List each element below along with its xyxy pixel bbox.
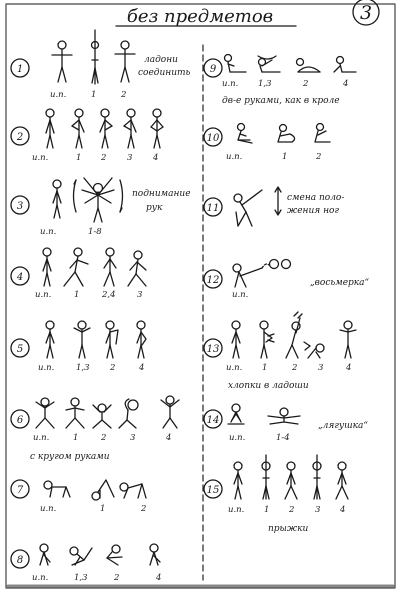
step-label: и.п. — [32, 153, 49, 163]
step-label: 2 — [101, 153, 107, 163]
exercise-caption: прыжки — [268, 524, 309, 534]
figure-2 — [286, 312, 302, 358]
exercise-caption: поднимание — [132, 189, 191, 199]
step-label: и.п. — [232, 290, 249, 300]
exercise-number: 5 — [16, 344, 24, 355]
figure-1 — [66, 398, 84, 428]
figure-4 — [340, 321, 356, 358]
exercise-number: 8 — [16, 555, 24, 566]
step-label: и.п. — [38, 363, 55, 373]
step-label: 1 — [74, 290, 80, 300]
exercise-number: 12 — [206, 275, 220, 286]
figure-1-3 — [258, 56, 280, 72]
step-label: 1 — [262, 363, 268, 373]
step-label: 3 — [137, 290, 143, 300]
exercise-6 — [11, 396, 179, 462]
figure-2 — [100, 109, 112, 148]
exercise-14 — [204, 404, 368, 443]
figure-3 — [128, 251, 146, 286]
exercise-caption: соединить — [138, 68, 191, 78]
figure-2 — [115, 41, 135, 82]
exercise-number: 1 — [16, 64, 24, 75]
exercise-caption: рук — [146, 203, 163, 213]
step-label: 3 — [127, 153, 133, 163]
figure-3 — [313, 455, 321, 499]
figure-leg-switch — [234, 190, 262, 226]
page-title: без предметов — [126, 6, 274, 27]
exercise-number: 14 — [206, 415, 220, 426]
up-down-arrow-icon — [275, 187, 281, 215]
exercise-number: 11 — [206, 203, 220, 214]
exercise-caption: дв-е руками, как в кроле — [222, 96, 340, 106]
exercise-15 — [204, 455, 348, 534]
step-label: 2 — [114, 573, 120, 583]
step-label: 1-8 — [88, 227, 102, 237]
step-label: и.п. — [40, 504, 57, 514]
step-label: 4 — [343, 79, 349, 89]
figure-3 — [304, 342, 324, 358]
step-label: 2 — [316, 152, 322, 162]
step-label: 4 — [346, 363, 352, 373]
figure-1 — [92, 480, 114, 500]
exercise-12 — [204, 260, 370, 301]
step-label: 4 — [153, 153, 159, 163]
exercise-9 — [204, 55, 356, 107]
figure-1 — [72, 109, 84, 148]
step-label: 3 — [318, 363, 324, 373]
step-label: 1 — [76, 153, 82, 163]
figure-2 — [315, 124, 330, 143]
exercise-number: 7 — [16, 485, 24, 496]
exercise-number: 3 — [16, 201, 24, 212]
figure-2 — [106, 321, 118, 358]
exercise-number: 4 — [16, 272, 24, 283]
step-label: 4 — [340, 505, 346, 515]
figure-4 — [151, 109, 163, 148]
step-label: 4 — [166, 433, 172, 443]
step-label: 3 — [130, 433, 136, 443]
step-label: 2 — [289, 505, 295, 515]
exercise-13 — [204, 312, 356, 391]
figure-ip — [46, 321, 54, 358]
step-label: 1 — [282, 152, 288, 162]
figure-3 — [119, 399, 138, 428]
exercise-3 — [11, 178, 191, 237]
figure-ip — [46, 109, 54, 148]
step-label: 2 — [101, 433, 107, 443]
step-label: и.п. — [226, 152, 243, 162]
step-label: 4 — [156, 573, 162, 583]
figure-1-3 — [74, 321, 90, 358]
step-label: 1 — [100, 504, 106, 514]
figure-2 — [285, 462, 297, 499]
figure-4 — [336, 462, 348, 499]
exercise-caption: хлопки в ладоши — [228, 381, 309, 391]
step-label: 2 — [121, 90, 127, 100]
step-label: и.п. — [226, 363, 243, 373]
exercise-11 — [204, 187, 344, 226]
figure-1 — [92, 30, 99, 84]
figure-eight-path — [262, 260, 291, 269]
figure-2 — [297, 59, 321, 73]
figure-ip — [53, 180, 61, 218]
figure-1 — [260, 321, 274, 358]
step-label: и.п. — [32, 573, 49, 583]
exercise-caption: с кругом руками — [30, 452, 110, 462]
exercise-2 — [11, 109, 163, 163]
step-label: и.п. — [40, 227, 57, 237]
figure-2 — [107, 545, 122, 565]
page-number: 3 — [359, 2, 373, 24]
figure-1-4 — [268, 408, 300, 424]
step-label: 2 — [141, 504, 147, 514]
figure-ip — [233, 264, 262, 287]
step-label: и.п. — [50, 90, 67, 100]
step-label: 1,3 — [258, 79, 272, 89]
exercise-number: 2 — [16, 132, 24, 143]
figure-ip — [52, 41, 72, 82]
step-label: и.п. — [222, 79, 239, 89]
step-label: и.п. — [229, 433, 246, 443]
exercise-number: 6 — [16, 415, 24, 426]
exercise-caption: ладони — [144, 55, 178, 65]
figure-ip — [36, 398, 54, 428]
exercise-1 — [11, 30, 191, 100]
exercise-4 — [11, 248, 146, 300]
figure-2 — [93, 404, 111, 428]
figure-ip — [225, 55, 247, 73]
exercise-caption: жения ног — [287, 206, 339, 216]
exercise-7 — [11, 480, 146, 514]
figure-4 — [161, 396, 179, 428]
step-label: 1,3 — [76, 363, 90, 373]
step-label: и.п. — [228, 505, 245, 515]
exercise-number: 15 — [206, 485, 220, 496]
figure-4 — [137, 321, 146, 358]
step-label: 1 — [91, 90, 97, 100]
exercise-caption: смена поло- — [287, 193, 345, 203]
figure-1-3 — [70, 547, 92, 565]
step-label: 4 — [139, 363, 145, 373]
figure-1-8 — [74, 178, 123, 222]
step-label: и.п. — [35, 290, 52, 300]
step-label: 1 — [73, 433, 79, 443]
step-label: 3 — [315, 505, 321, 515]
step-label: 2 — [292, 363, 298, 373]
step-label: и.п. — [33, 433, 50, 443]
exercise-number: 9 — [209, 64, 217, 75]
figure-ip — [234, 462, 242, 499]
figure-ip — [238, 124, 253, 144]
step-label: 1,3 — [74, 573, 88, 583]
step-label: 1 — [264, 505, 270, 515]
step-label: 2 — [110, 363, 116, 373]
step-label: 2 — [303, 79, 309, 89]
figure-4 — [334, 57, 356, 73]
step-label: 2,4 — [102, 290, 116, 300]
exercise-number: 10 — [206, 133, 220, 144]
figure-2 — [120, 483, 146, 498]
figure-3 — [124, 109, 136, 148]
exercise-8 — [11, 544, 161, 583]
exercise-number: 13 — [206, 344, 220, 355]
figure-1 — [64, 248, 88, 286]
figure-ip — [232, 321, 240, 358]
figure-2-4 — [104, 248, 116, 286]
figure-ip — [44, 481, 70, 497]
exercise-caption: „лягушка“ — [318, 421, 368, 431]
figure-ip — [43, 248, 51, 286]
figure-4 — [150, 544, 160, 565]
exercise-caption: „восьмерка“ — [310, 278, 370, 288]
figure-ip — [228, 404, 244, 424]
figure-ip — [40, 544, 50, 565]
figure-1 — [262, 455, 270, 499]
step-label: 1-4 — [276, 433, 290, 443]
figure-1 — [278, 125, 295, 143]
exercise-10 — [204, 124, 330, 163]
exercise-5 — [11, 321, 146, 373]
